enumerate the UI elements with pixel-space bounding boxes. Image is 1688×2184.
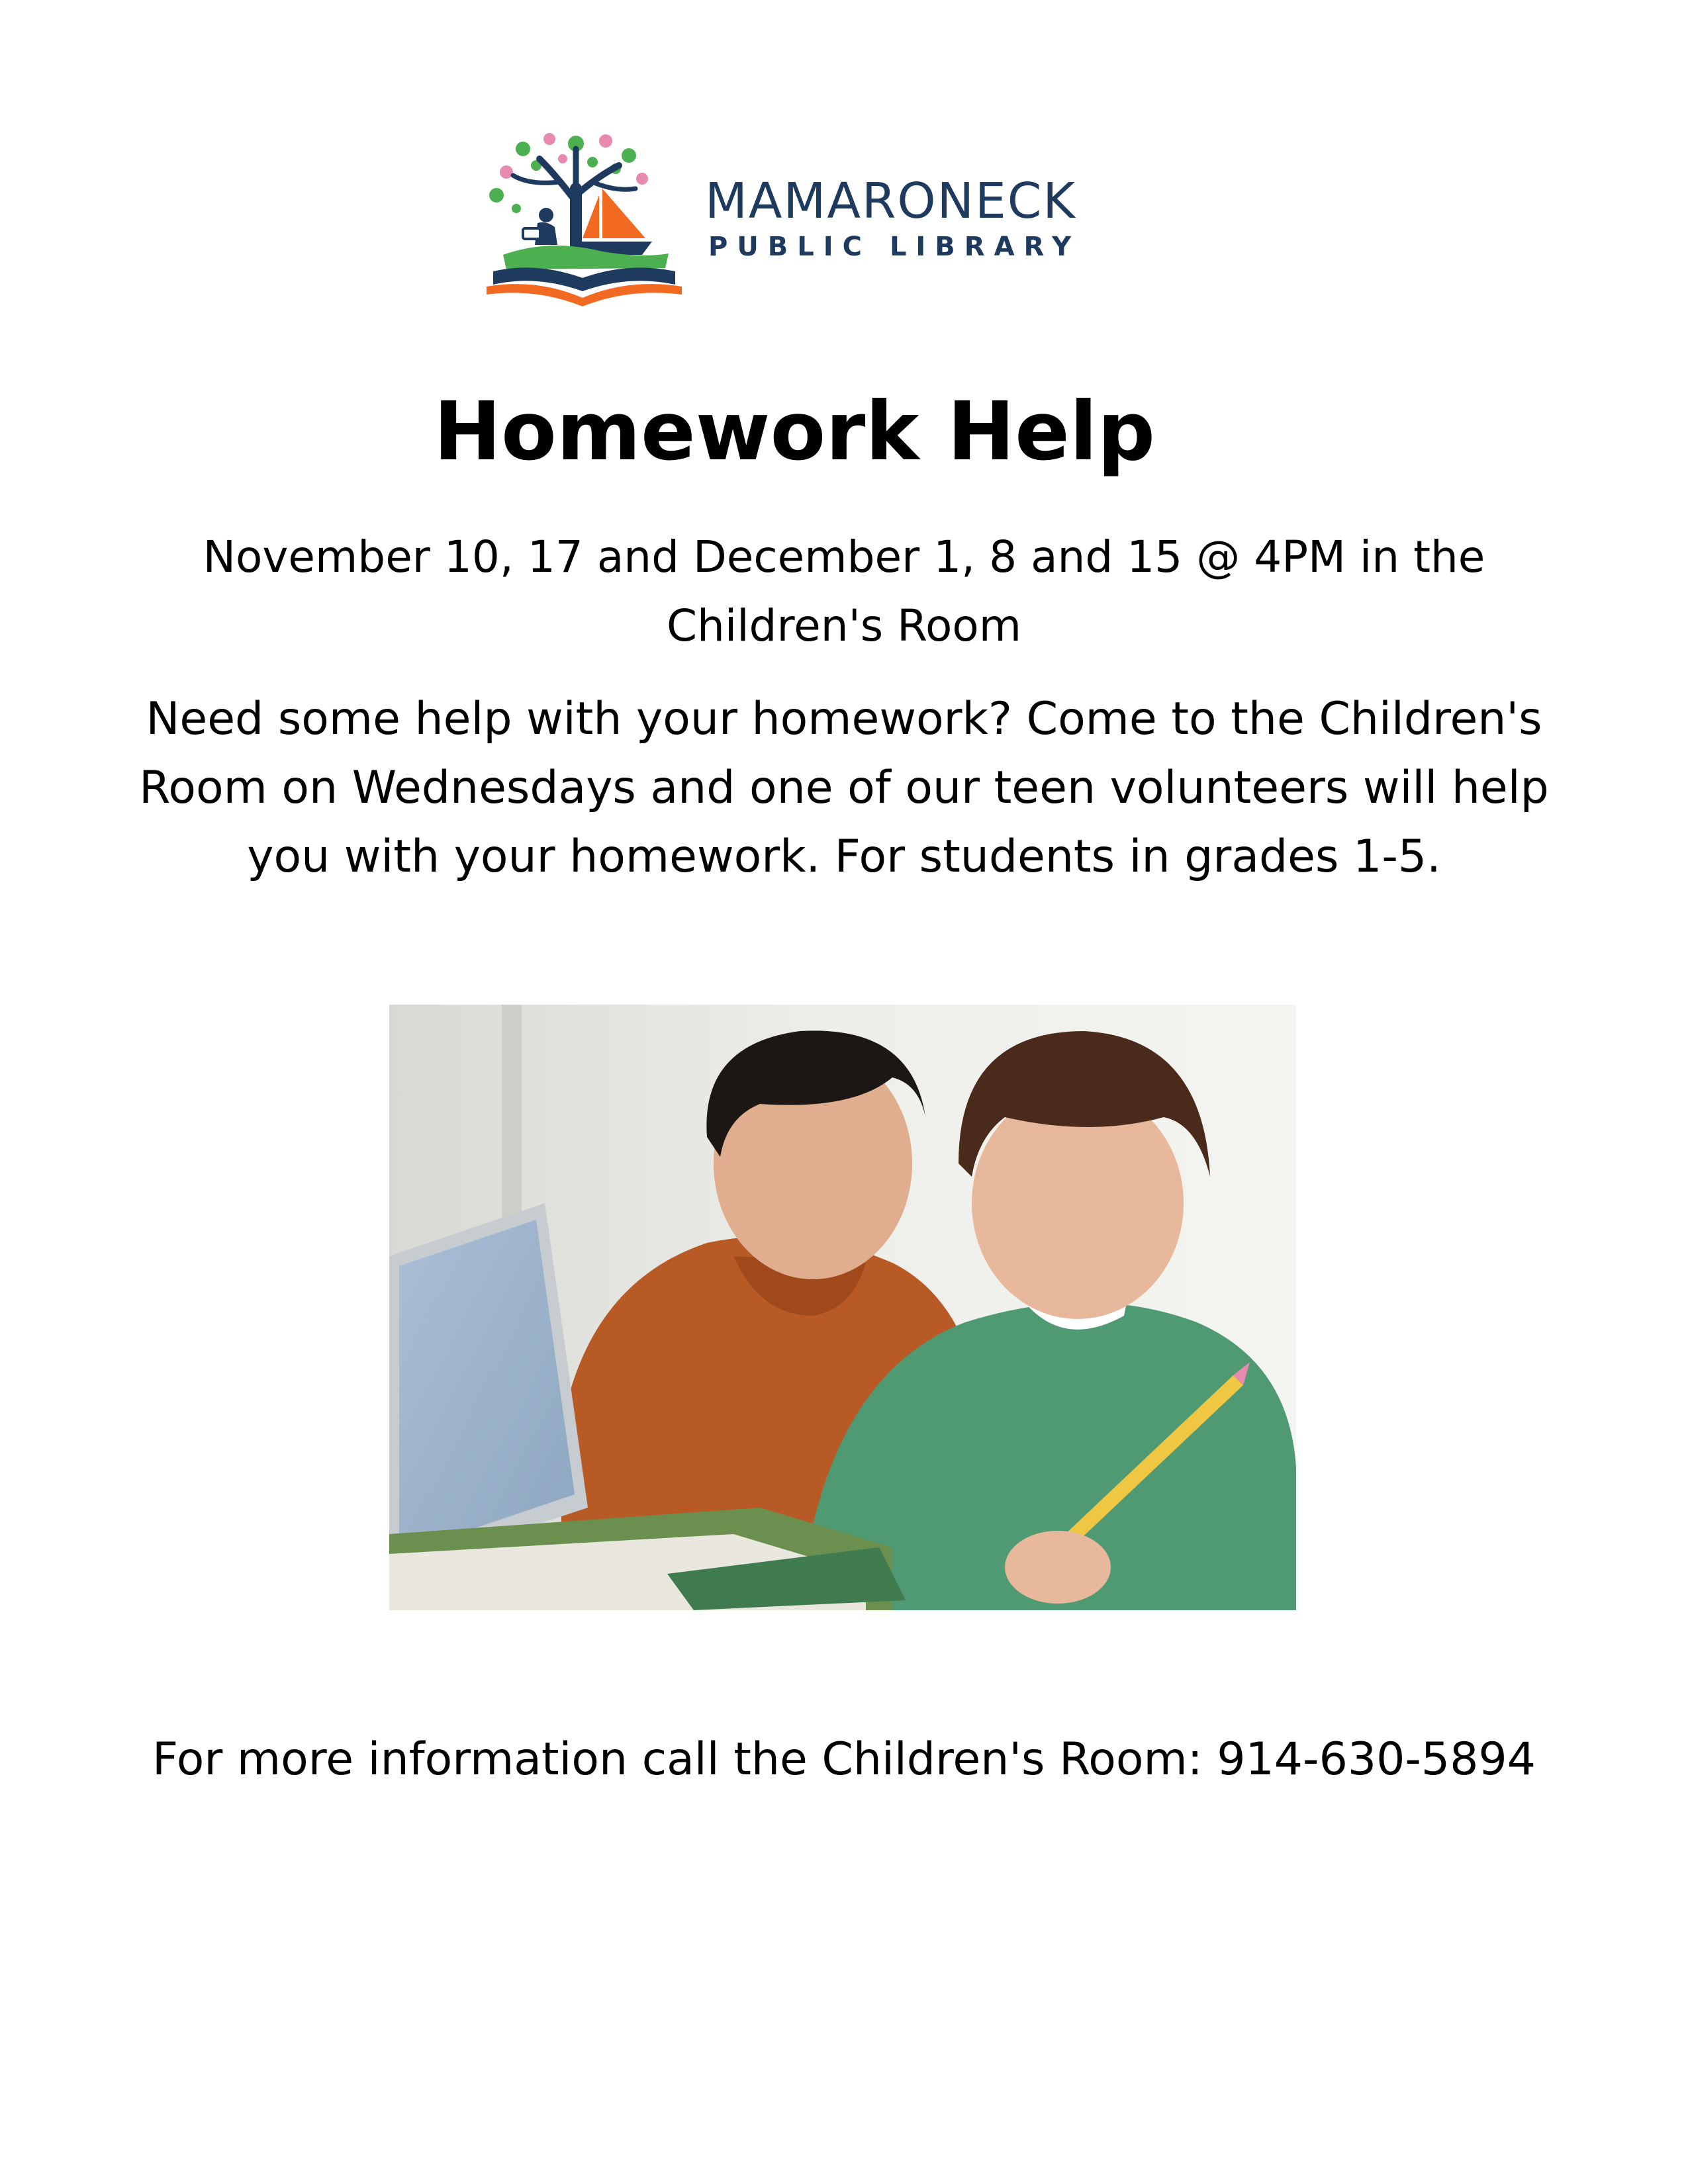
library-name-line2: PUBLIC LIBRARY <box>708 232 1081 262</box>
library-tree-book-icon <box>477 129 695 311</box>
event-description: Need some help with your homework? Come to the Children's Room on Wednesdays and one of our teen volunteers will help you with your homework. For students in grades 1-5. <box>139 693 1549 883</box>
child-reading-silhouette <box>523 208 557 245</box>
page-title: Homework Help <box>433 385 1156 478</box>
sailboat-icon <box>576 189 652 255</box>
contact-info: For more information call the Children's Room: 914-630-5894 <box>152 1733 1536 1786</box>
open-book-icon <box>487 267 682 306</box>
photo-illustration <box>389 1005 1296 1610</box>
event-dates: November 10, 17 and December 1, 8 and 15 @ 4PM in the Children's Room <box>203 531 1485 651</box>
library-name-line1: MAMARONECK <box>705 173 1076 230</box>
library-logo <box>477 129 1099 311</box>
tutoring-photo <box>389 1005 1296 1610</box>
